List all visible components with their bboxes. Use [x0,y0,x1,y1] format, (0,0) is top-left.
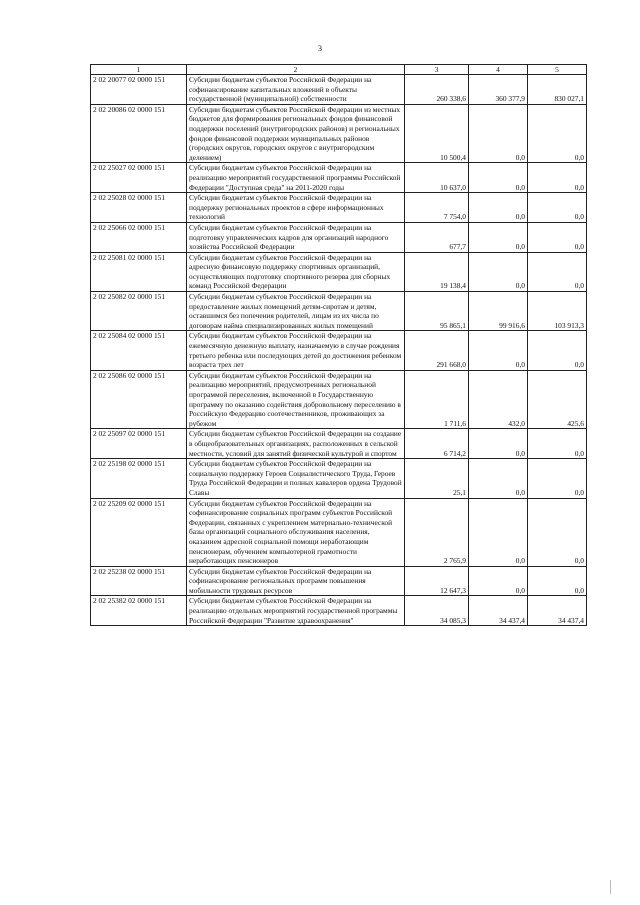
value-cell-col4: 0,0 [469,104,528,163]
value-cell-col4: 0,0 [469,222,528,252]
column-header-2: 2 [187,65,405,75]
table-row [91,163,587,193]
column-header-5: 5 [528,65,587,75]
value-cell-col5: 0,0 [528,566,587,596]
value-cell-col4: 360 377,9 [469,75,528,105]
table-row [91,370,587,429]
column-header-4: 4 [469,65,528,75]
code-cell: 2 02 25238 02 0000 151 [91,566,187,596]
value-cell-col5: 103 913,3 [528,292,587,331]
code-cell: 2 02 25209 02 0000 151 [91,498,187,566]
code-cell: 2 02 25028 02 0000 151 [91,193,187,223]
value-cell-col3: 19 138,4 [405,252,469,291]
value-cell-col3: 34 085,3 [405,596,469,626]
value-cell-col3: 2 765,9 [405,498,469,566]
code-cell: 2 02 20086 02 0000 151 [91,104,187,163]
table-row [91,566,587,596]
code-cell: 2 02 25198 02 0000 151 [91,459,187,498]
value-cell-col4: 0,0 [469,252,528,291]
value-cell-col5: 0,0 [528,163,587,193]
code-cell: 2 02 25382 02 0000 151 [91,596,187,626]
description-cell: Субсидии бюджетам субъектов Российской Федерации на ежемесячную денежную выплату, назначаемую в случае рождения третьего ребенка или последующих детей до достижения ребенком возраста трех лет [187,331,405,370]
code-cell: 2 02 25084 02 0000 151 [91,331,187,370]
table-row [91,459,587,498]
table-row [91,292,587,331]
code-cell: 2 02 25027 02 0000 151 [91,163,187,193]
code-cell: 2 02 25086 02 0000 151 [91,370,187,429]
value-cell-col5: 0,0 [528,498,587,566]
table-row [91,596,587,626]
value-cell-col3: 25,1 [405,459,469,498]
value-cell-col3: 10 637,0 [405,163,469,193]
value-cell-col3: 12 647,3 [405,566,469,596]
value-cell-col5: 34 437,4 [528,596,587,626]
description-cell: Субсидии бюджетам субъектов Российской Федерации на реализацию мероприятий государственной программы Российской Федерации "Доступная среда" на 2011-2020 годы [187,163,405,193]
table-row [91,104,587,163]
description-cell: Субсидии бюджетам субъектов Российской Федерации на софинансирование капитальных вложений в объекты государственной (муниципальной) собственности [187,75,405,105]
value-cell-col5: 0,0 [528,104,587,163]
value-cell-col3: 1 711,6 [405,370,469,429]
value-cell-col5: 0,0 [528,331,587,370]
value-cell-col3: 10 500,4 [405,104,469,163]
column-header-3: 3 [405,65,469,75]
value-cell-col4: 0,0 [469,566,528,596]
description-cell: Субсидии бюджетам субъектов Российской Федерации на социальную поддержку Героев Социалистического Труда, Героев Труда Российской Федерации и полных кавалеров ордена Трудовой Славы [187,459,405,498]
value-cell-col5: 0,0 [528,222,587,252]
code-cell: 2 02 25082 02 0000 151 [91,292,187,331]
code-cell: 2 02 20077 02 0000 151 [91,75,187,105]
value-cell-col5: 0,0 [528,459,587,498]
value-cell-col4: 432,0 [469,370,528,429]
value-cell-col3: 291 668,0 [405,331,469,370]
description-cell: Субсидии бюджетам субъектов Российской Федерации на создание в общеобразовательных организациях, расположенных в сельской местности, условий для занятий физической культурой и спортом [187,429,405,459]
description-cell: Субсидии бюджетам субъектов Российской Федерации на адресную финансовую поддержку спортивных организаций, осуществляющих подготовку спортивного резерва для сборных команд Российской Федерации [187,252,405,291]
table-row [91,331,587,370]
code-cell: 2 02 25081 02 0000 151 [91,252,187,291]
description-cell: Субсидии бюджетам субъектов Российской Федерации из местных бюджетов для формирования региональных фондов финансовой поддержки поселений (внутригородских районов) и региональных фондов финансовой поддержки муниципальных районов (городских округов, городских округов с внутригородским делением) [187,104,405,163]
description-cell: Субсидии бюджетам субъектов Российской Федерации на реализацию мероприятий, предусмотренных региональной программой переселения, включенной в Государственную программу по оказанию содействия добровольному переселению в Российскую Федерацию соотечественников, проживающих за рубежом [187,370,405,429]
page-number: 3 [318,44,322,53]
description-cell: Субсидии бюджетам субъектов Российской Федерации на софинансирование региональных программ повышения мобильности трудовых ресурсов [187,566,405,596]
value-cell-col5: 425,6 [528,370,587,429]
value-cell-col5: 0,0 [528,429,587,459]
table-row [91,193,587,223]
table-body [91,75,587,626]
value-cell-col4: 0,0 [469,193,528,223]
description-cell: Субсидии бюджетам субъектов Российской Федерации на предоставление жилых помещений детям-сиротам и детям, оставшимся без попечения родителей, лицам из их числа по договорам найма специализированных жилых помещений [187,292,405,331]
value-cell-col4: 0,0 [469,163,528,193]
table-row [91,222,587,252]
table-row [91,498,587,566]
value-cell-col5: 0,0 [528,252,587,291]
value-cell-col4: 34 437,4 [469,596,528,626]
value-cell-col3: 95 865,1 [405,292,469,331]
description-cell: Субсидии бюджетам субъектов Российской Федерации на софинансирование социальных программ субъектов Российской Федерации, связанных с укреплением материально-технической базы организаций социального обслуживания населения, оказанием адресной социальной помощи неработающим пенсионерам, обучением компьютерной грамотности неработающих пенсионеров [187,498,405,566]
value-cell-col3: 677,7 [405,222,469,252]
table-row [91,75,587,105]
value-cell-col4: 0,0 [469,498,528,566]
table-row [91,252,587,291]
value-cell-col5: 0,0 [528,193,587,223]
table-header [91,65,587,75]
value-cell-col4: 0,0 [469,429,528,459]
value-cell-col3: 6 714,2 [405,429,469,459]
table-row [91,429,587,459]
description-cell: Субсидии бюджетам субъектов Российской Федерации на подготовку управленческих кадров для организаций народного хозяйства Российской Федерации [187,222,405,252]
column-header-1: 1 [91,65,187,75]
value-cell-col4: 0,0 [469,459,528,498]
description-cell: Субсидии бюджетам субъектов Российской Федерации на поддержку региональных проектов в сфере информационных технологий [187,193,405,223]
value-cell-col3: 260 338,6 [405,75,469,105]
scan-edge-mark [610,880,611,894]
code-cell: 2 02 25066 02 0000 151 [91,222,187,252]
description-cell: Субсидии бюджетам субъектов Российской Федерации на реализацию отдельных мероприятий государственной программы Российской Федерации "Развитие здравоохранения" [187,596,405,626]
budget-table [90,64,587,626]
table-header-row [91,65,587,75]
value-cell-col5: 830 027,1 [528,75,587,105]
value-cell-col4: 0,0 [469,331,528,370]
value-cell-col3: 7 754,0 [405,193,469,223]
value-cell-col4: 99 916,6 [469,292,528,331]
code-cell: 2 02 25097 02 0000 151 [91,429,187,459]
